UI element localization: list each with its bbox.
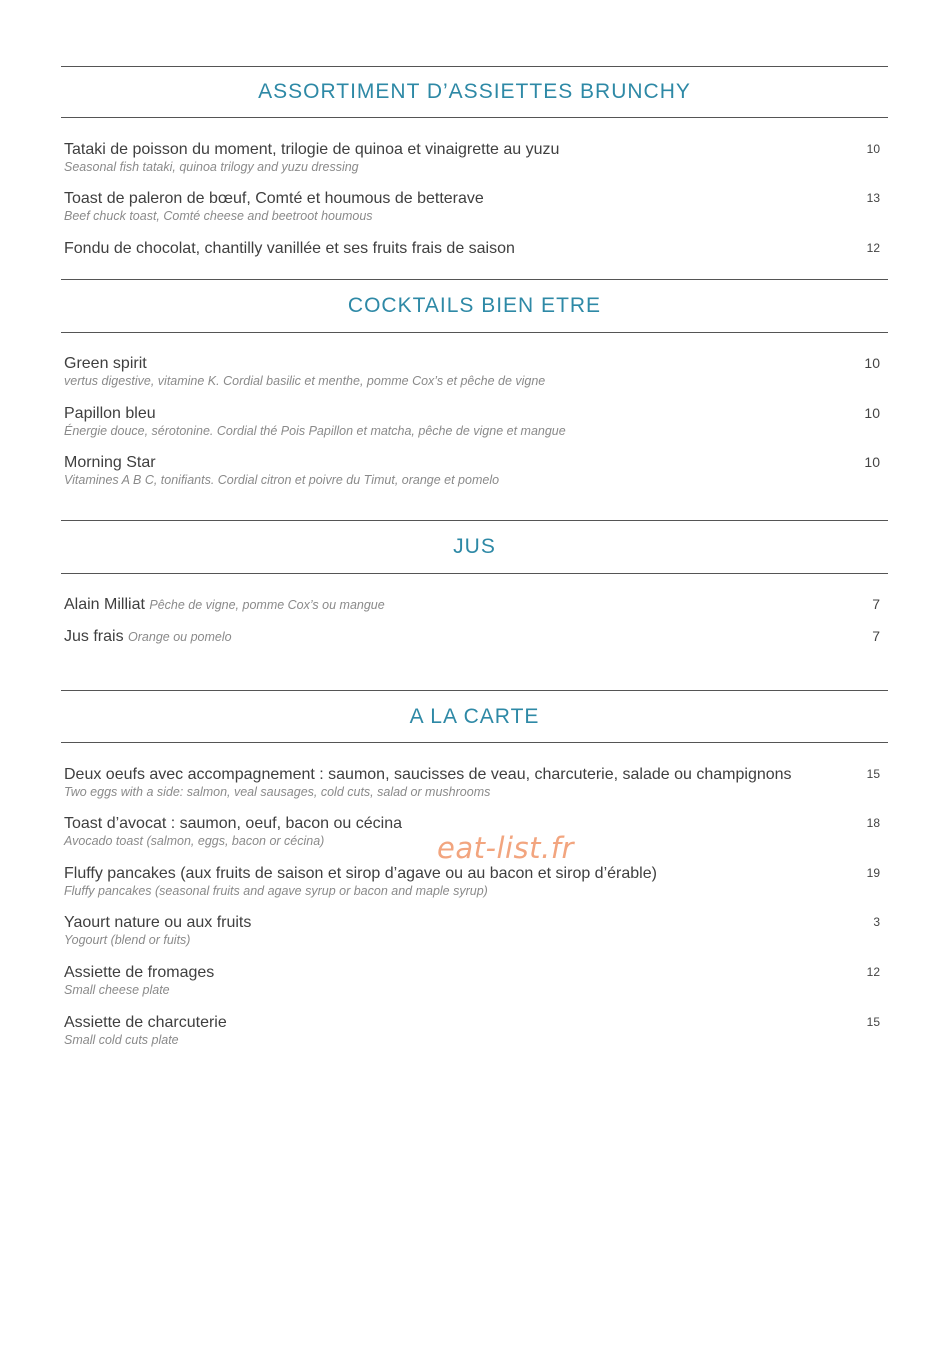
section-title: JUS [61,520,888,574]
menu-item [64,865,888,914]
menu-item [64,628,888,690]
section-title: ASSORTIMENT D’ASSIETTES BRUNCHY [61,66,888,118]
item-price: 3 [873,915,880,929]
item-name: Alain Milliat [64,596,145,613]
menu-item [64,596,888,628]
item-name: Morning Star [64,454,156,471]
item-name: Jus frais [64,628,124,645]
item-name-line [64,628,878,646]
item-description: Orange ou pomelo [128,630,232,644]
item-price: 12 [866,241,880,255]
menu-item [64,766,888,815]
menu-item [64,240,888,279]
section-title: A LA CARTE [61,690,888,743]
item-name: Tataki de poisson du moment, trilogie de quinoa et vinaigrette au yuzu [64,141,560,158]
item-price: 18 [866,816,880,830]
item-name: Toast de paleron de bœuf, Comté et houmous de betterave [64,190,484,207]
menu-item [64,914,888,964]
item-price: 7 [872,596,880,612]
section-items [61,574,888,690]
menu-item [64,355,888,405]
section-wellness-cocktails [61,279,888,520]
item-description: Two eggs with a side: salmon, veal sausages, cold cuts, salad or mushrooms [64,785,491,799]
item-name: Green spirit [64,355,147,372]
item-description: Seasonal fish tataki, quinoa trilogy and yuzu dressing [64,160,359,174]
item-description: Yogourt (blend or fuits) [64,933,191,947]
item-description: Énergie douce, sérotonine. Cordial thé Pois Papillon et matcha, pêche de vigne et mangue [64,424,566,438]
item-price: 13 [866,191,880,205]
item-price: 15 [866,767,880,781]
section-brunchy-plates [61,66,888,279]
menu-item [64,1014,888,1054]
item-name: Papillon bleu [64,405,156,422]
watermark-text: eat-list.fr [437,831,574,865]
menu-item [64,141,888,190]
item-name: Assiette de charcuterie [64,1014,227,1031]
menu-item [64,454,888,520]
menu-item [64,964,888,1014]
item-name: Fondu de chocolat, chantilly vanillée et ses fruits frais de saison [64,240,515,257]
item-name: Fluffy pancakes (aux fruits de saison et sirop d’agave ou au bacon et sirop d’érable) [64,865,657,882]
section-title: COCKTAILS BIEN ETRE [61,279,888,333]
item-description: Vitamines A B C, tonifiants. Cordial citron et poivre du Timut, orange et pomelo [64,473,500,487]
item-price: 10 [864,355,880,371]
item-price: 10 [864,405,880,421]
item-description: Small cheese plate [64,983,170,997]
menu-page [61,66,888,1054]
item-price: 15 [866,1015,880,1029]
item-price: 10 [866,142,880,156]
item-description: Small cold cuts plate [64,1033,179,1047]
item-price: 7 [872,628,880,644]
item-name-line [64,596,878,614]
section-juices [61,520,888,690]
item-name: Yaourt nature ou aux fruits [64,914,252,931]
item-name: Assiette de fromages [64,964,215,981]
section-items [61,743,888,1054]
item-description: vertus digestive, vitamine K. Cordial basilic et menthe, pomme Cox’s et pêche de vigne [64,374,546,388]
menu-item [64,190,888,240]
item-price: 19 [866,866,880,880]
item-price: 12 [866,965,880,979]
item-description: Avocado toast (salmon, eggs, bacon or cécina) [64,834,325,848]
item-description: Fluffy pancakes (seasonal fruits and agave syrup or bacon and maple syrup) [64,884,488,898]
item-price: 10 [864,454,880,470]
section-a-la-carte [61,690,888,1054]
section-items [61,118,888,279]
item-description: Pêche de vigne, pomme Cox’s ou mangue [149,598,385,612]
item-name: Toast d’avocat : saumon, oeuf, bacon ou cécina [64,815,402,832]
section-items [61,333,888,520]
menu-item [64,405,888,454]
item-description: Beef chuck toast, Comté cheese and beetroot houmous [64,209,373,223]
item-name: Deux oeufs avec accompagnement : saumon, saucisses de veau, charcuterie, salade ou champignons [64,766,792,783]
